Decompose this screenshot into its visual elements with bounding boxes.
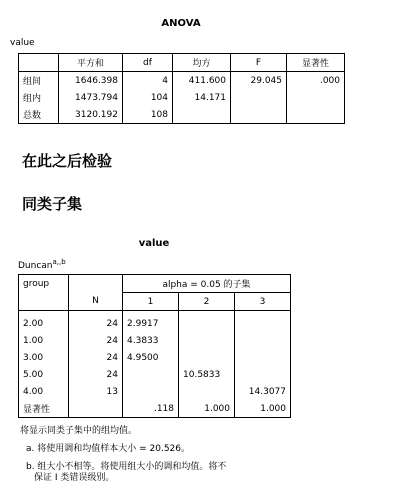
post-hoc-heading: 在此之后检验 — [22, 152, 113, 170]
anova-header-f: F — [231, 54, 287, 72]
cell-ss: 1473.794 — [59, 89, 123, 106]
cell-subset-2 — [179, 383, 235, 400]
cell-group: 5.00 — [19, 366, 69, 383]
cell-subset-1: 4.3833 — [123, 332, 179, 349]
row-label: 总数 — [19, 106, 59, 124]
duncan-method-label — [18, 258, 66, 271]
cell-subset-2: 10.5833 — [179, 366, 235, 383]
cell-subset-3 — [235, 315, 291, 332]
row-label: 组间 — [19, 72, 59, 90]
table-row — [19, 366, 291, 383]
cell-f — [231, 89, 287, 106]
table-row — [19, 383, 291, 400]
cell-n: 24 — [69, 366, 123, 383]
anova-dependent-variable: value — [10, 38, 35, 48]
cell-ss: 1646.398 — [59, 72, 123, 90]
table-row — [19, 349, 291, 366]
duncan-header-n: N — [69, 293, 123, 311]
duncan-table — [18, 274, 291, 418]
table-row — [19, 72, 345, 90]
duncan-header-alpha: alpha = 0.05 的子集 — [123, 275, 291, 293]
cell-group: 1.00 — [19, 332, 69, 349]
cell-subset-2 — [179, 349, 235, 366]
cell-df: 108 — [123, 106, 173, 124]
sig-subset-3: 1.000 — [235, 400, 291, 418]
sig-label: 显著性 — [19, 400, 69, 418]
row-label: 组内 — [19, 89, 59, 106]
duncan-header-group: group — [19, 275, 69, 293]
cell-n: 24 — [69, 349, 123, 366]
cell-f: 29.045 — [231, 72, 287, 90]
table-row — [19, 89, 345, 106]
cell-sig — [287, 106, 345, 124]
duncan-method-superscript: a,,b — [52, 258, 66, 266]
table-row — [19, 332, 291, 349]
cell-subset-3 — [235, 349, 291, 366]
duncan-header-n-top — [69, 275, 123, 293]
anova-header-ss: 平方和 — [59, 54, 123, 72]
cell-n: 24 — [69, 315, 123, 332]
anova-header-empty — [19, 54, 59, 72]
cell-ms: 411.600 — [173, 72, 231, 90]
cell-subset-3 — [235, 332, 291, 349]
anova-table — [18, 53, 345, 124]
duncan-method: Duncan — [18, 261, 53, 271]
cell-ss: 3120.192 — [59, 106, 123, 124]
duncan-note-b-line1: b. 组大小不相等。将使用组大小的调和均值。将不 — [26, 462, 227, 472]
anova-header-df: df — [123, 54, 173, 72]
sig-n-empty — [69, 400, 123, 418]
anova-header-ms: 均方 — [173, 54, 231, 72]
sig-subset-2: 1.000 — [179, 400, 235, 418]
cell-subset-1: 2.9917 — [123, 315, 179, 332]
duncan-header-subset-3: 3 — [235, 293, 291, 311]
cell-subset-1 — [123, 366, 179, 383]
anova-header-row — [19, 54, 345, 72]
cell-group: 4.00 — [19, 383, 69, 400]
cell-subset-2 — [179, 315, 235, 332]
table-row — [19, 315, 291, 332]
duncan-header-group-bottom — [19, 293, 69, 311]
cell-sig — [287, 89, 345, 106]
cell-f — [231, 106, 287, 124]
cell-n: 13 — [69, 383, 123, 400]
cell-n: 24 — [69, 332, 123, 349]
duncan-sig-row — [19, 400, 291, 418]
cell-group: 3.00 — [19, 349, 69, 366]
cell-sig: .000 — [287, 72, 345, 90]
subsets-heading: 同类子集 — [22, 195, 83, 213]
cell-subset-3 — [235, 366, 291, 383]
anova-title: ANOVA — [161, 18, 201, 29]
cell-subset-1: 4.9500 — [123, 349, 179, 366]
duncan-note-main: 将显示同类子集中的组均值。 — [20, 426, 138, 436]
duncan-header-subset-2: 2 — [179, 293, 235, 311]
duncan-header-row-1 — [19, 275, 291, 293]
duncan-note-b-line2: 保证 I 类错误级别。 — [34, 473, 115, 483]
duncan-title: value — [138, 238, 170, 249]
table-row — [19, 106, 345, 124]
duncan-header-subset-1: 1 — [123, 293, 179, 311]
cell-subset-3: 14.3077 — [235, 383, 291, 400]
cell-df: 104 — [123, 89, 173, 106]
cell-df: 4 — [123, 72, 173, 90]
cell-ms — [173, 106, 231, 124]
cell-subset-2 — [179, 332, 235, 349]
anova-header-sig: 显著性 — [287, 54, 345, 72]
cell-ms: 14.171 — [173, 89, 231, 106]
duncan-note-a: a. 将使用调和均值样本大小 = 20.526。 — [26, 444, 190, 454]
duncan-header-row-2 — [19, 293, 291, 311]
cell-group: 2.00 — [19, 315, 69, 332]
sig-subset-1: .118 — [123, 400, 179, 418]
cell-subset-1 — [123, 383, 179, 400]
